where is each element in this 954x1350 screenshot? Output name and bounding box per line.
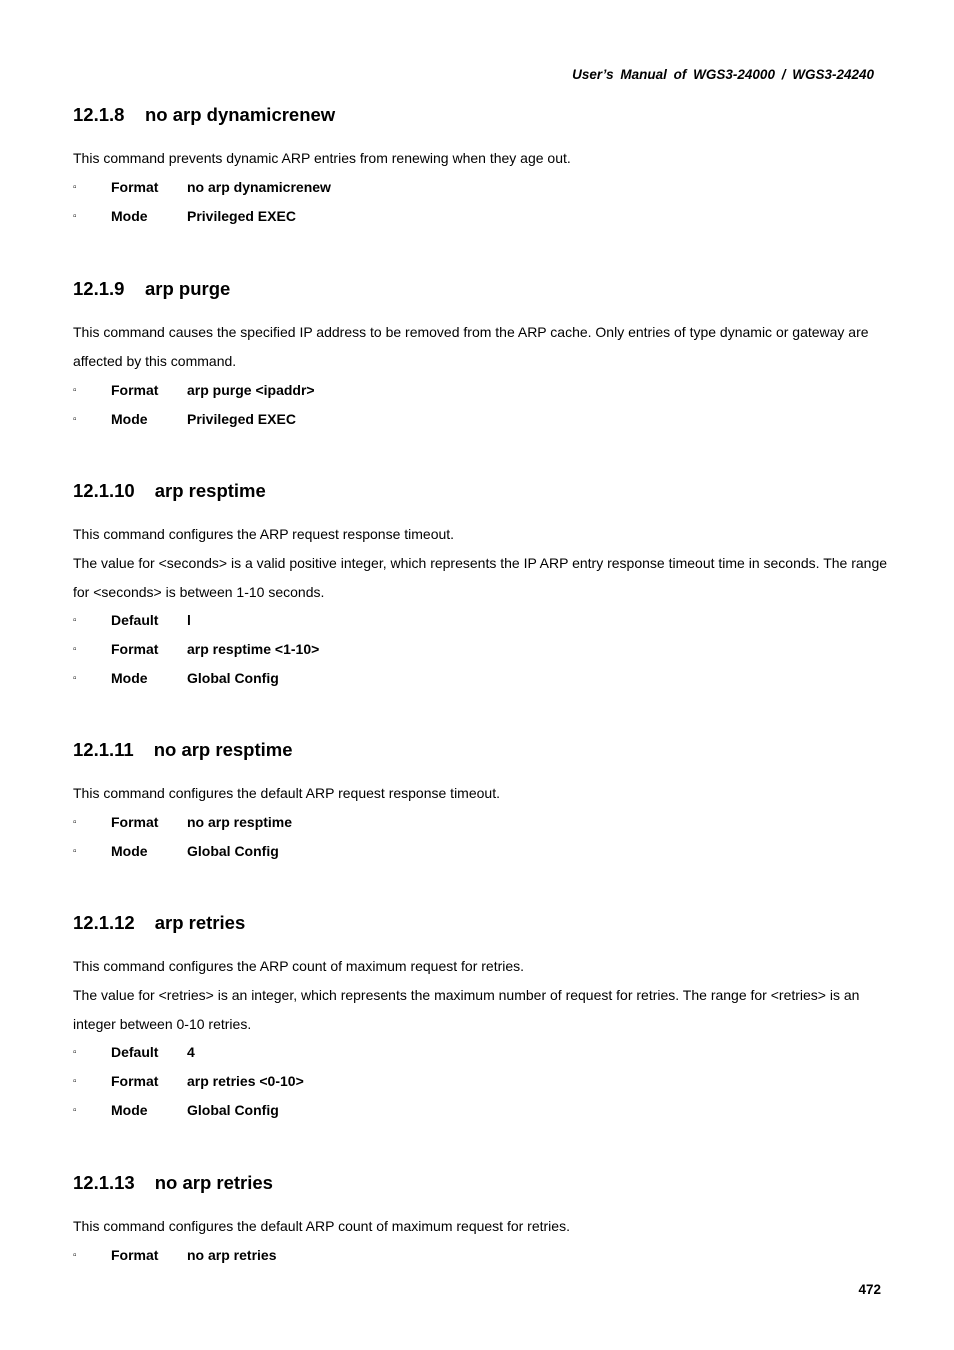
section-heading: arp resptime — [154, 480, 266, 501]
spec-value: Privileged EXEC — [187, 207, 296, 224]
spec-item — [73, 837, 888, 866]
spec-value: 4 — [187, 1044, 195, 1061]
bullet-icon: ▫ — [73, 644, 77, 656]
section-heading: no arp retries — [154, 1172, 273, 1193]
bullet-icon: ▫ — [73, 673, 77, 685]
spec-label: Mode — [111, 842, 148, 859]
spec-value: no arp resptime — [187, 813, 293, 830]
bullet-icon: ▫ — [73, 1249, 77, 1261]
spec-value: Global Config — [187, 670, 279, 687]
section-heading: arp retries — [154, 912, 246, 933]
spec-label: Default — [111, 1044, 159, 1061]
spec-label: Default — [111, 612, 159, 629]
section-12-1-13 — [73, 1170, 888, 1270]
section-12-1-12 — [73, 910, 888, 1125]
spec-value: no arp dynamicrenew — [187, 178, 331, 195]
spec-item — [73, 1038, 888, 1067]
bullet-icon: ▫ — [73, 845, 77, 857]
bullet-icon: ▫ — [73, 1076, 77, 1088]
section-number: 12.1.8 — [73, 104, 125, 125]
spec-value: l — [187, 612, 191, 629]
section-title — [73, 102, 888, 128]
spec-label: Mode — [111, 207, 148, 224]
section-number: 12.1.12 — [73, 912, 135, 933]
paragraph: The value for <seconds> is a valid positive integer, which represents the IP ARP entry response timeout time in seconds. The range for <seconds> is between 1-10 seconds. — [73, 554, 888, 600]
spec-item — [73, 635, 888, 664]
bullet-icon: ▫ — [73, 816, 77, 828]
spec-value: arp retries <0-10> — [187, 1073, 304, 1090]
section-title — [73, 1170, 888, 1196]
spec-item — [73, 664, 888, 693]
bullet-icon: ▫ — [73, 210, 77, 222]
spec-label: Format — [111, 1073, 159, 1090]
spec-value: Privileged EXEC — [187, 410, 296, 427]
bullet-icon: ▫ — [73, 181, 77, 193]
spec-value: arp resptime <1-10> — [187, 641, 320, 658]
spec-label: Mode — [111, 410, 148, 427]
bullet-icon: ▫ — [73, 1047, 77, 1059]
paragraph: This command configures the default ARP request response timeout. — [73, 785, 500, 801]
spec-label: Format — [111, 1246, 159, 1263]
spec-value: Global Config — [187, 842, 279, 859]
paragraph: This command causes the specified IP address to be removed from the ARP cache. Only entries of type dynamic or gateway are affected by this command. — [73, 324, 869, 369]
running-header: User’s Manual of WGS3-24000 / WGS3-24240 — [572, 67, 874, 82]
section-12-1-11 — [73, 737, 888, 866]
section-heading: arp purge — [145, 278, 231, 299]
section-number: 12.1.10 — [73, 480, 135, 501]
spec-item — [73, 606, 888, 635]
section-12-1-10 — [73, 478, 888, 693]
paragraph: This command configures the default ARP count of maximum request for retries. — [73, 1218, 570, 1234]
spec-label: Format — [111, 178, 159, 195]
spec-item — [73, 376, 888, 405]
spec-item — [73, 1067, 888, 1096]
paragraph: This command configures the ARP request response timeout. — [73, 526, 455, 542]
page-number: 472 — [858, 1282, 881, 1297]
spec-value: Global Config — [187, 1102, 279, 1119]
section-12-1-9 — [73, 276, 888, 434]
section-heading: no arp resptime — [153, 739, 293, 760]
spec-label: Mode — [111, 670, 148, 687]
spec-label: Format — [111, 641, 159, 658]
section-title — [73, 478, 888, 504]
bullet-icon: ▫ — [73, 384, 77, 396]
bullet-icon: ▫ — [73, 1105, 77, 1117]
section-number: 12.1.11 — [73, 739, 134, 760]
spec-item — [73, 1096, 888, 1125]
section-heading: no arp dynamicrenew — [145, 104, 336, 125]
spec-item — [73, 808, 888, 837]
section-title — [73, 276, 888, 302]
spec-value: arp purge <ipaddr> — [187, 381, 315, 398]
paragraph: The value for <retries> is an integer, which represents the maximum number of request for retries. The range for <retries> is an integer between 0-10 retries. — [73, 986, 860, 1032]
section-title — [73, 737, 888, 763]
paragraph: This command prevents dynamic ARP entries from renewing when they age out. — [73, 150, 571, 166]
spec-value: no arp retries — [187, 1246, 277, 1263]
section-number: 12.1.13 — [73, 1172, 135, 1193]
spec-item — [73, 173, 888, 202]
spec-item — [73, 1241, 888, 1270]
section-12-1-8 — [73, 102, 888, 231]
bullet-icon: ▫ — [73, 413, 77, 425]
spec-item — [73, 202, 888, 231]
spec-label: Format — [111, 813, 159, 830]
paragraph: This command configures the ARP count of maximum request for retries. — [73, 958, 525, 974]
spec-item — [73, 405, 888, 434]
section-title — [73, 910, 888, 936]
bullet-icon: ▫ — [73, 615, 77, 627]
spec-label: Mode — [111, 1102, 148, 1119]
spec-label: Format — [111, 381, 159, 398]
section-number: 12.1.9 — [73, 278, 125, 299]
